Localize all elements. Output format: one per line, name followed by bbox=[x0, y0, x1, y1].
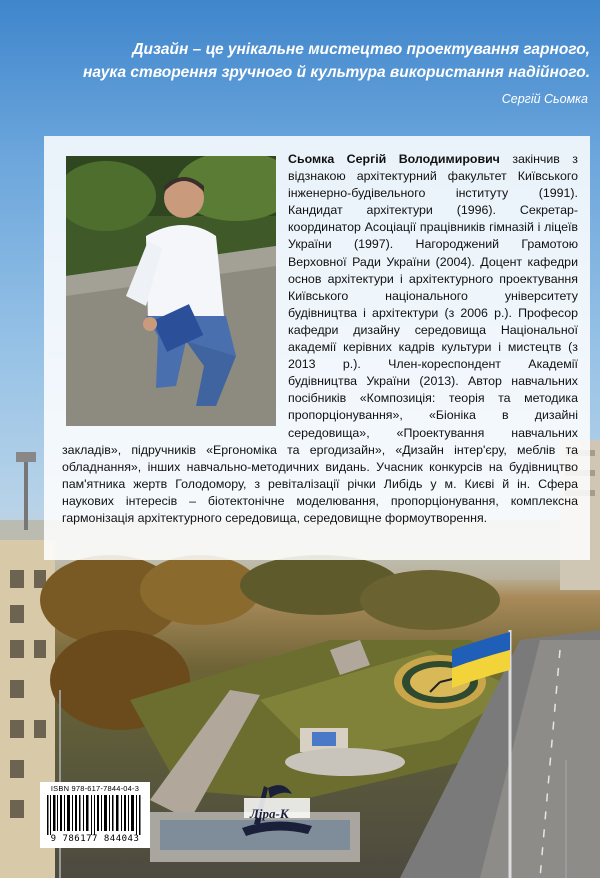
cover-quote bbox=[40, 38, 590, 84]
bio-text: закінчив з відзнакою архітектурний факультет Київського інженерно-будівельного інституту (1991). Кандидат архітектури (1996). Секретар-координатор Асоціації працівників гімназій і ліцеїв України (1997). Нагороджений Грамотою Верховної Ради України (2004). Доцент кафедри основ архітектури і архітектурного проектування Київського національного університету будівництва і архітектури (з 2006 р.). Професор кафедри дизайну середовища Національної академії керівних кадрів культури і мистецтв (з 2013 р.). Член-кореспондент Академії будівництва України (2013). Автор навчальних посібників «Композиція: теорія та методика пропорціонування», «Біоніка в дизайні середовища», «Проектування навчальних закладів», підручників «Ергономіка та ергодизайн», «Дизайн інтер'єру, меблів та обладнання», інших навчально-методичних видань. Учасник конкурсів на будівництво пам'ятника жертв Голодомору, з ревіталізації річки Либідь у м. Києві й ін. Сфера наукових інтересів – біотектонічне моделювання, пропорціонування, комплексна гармонізація архітектурного середовища, середовищне формоутворення. bbox=[62, 152, 578, 525]
isbn-label: ISBN 978-617-7844-04-3 bbox=[50, 784, 140, 793]
barcode-bars bbox=[45, 795, 145, 835]
author-bio bbox=[62, 151, 578, 527]
quote-line-2: наука створення зручного й культура використання надійного. bbox=[83, 64, 590, 81]
quote-author: Сергій Сьомка bbox=[501, 92, 588, 106]
isbn-barcode bbox=[40, 782, 150, 848]
quote-line-1: Дизайн – це унікальне мистецтво проектування гарного, bbox=[132, 41, 590, 58]
photo-spacer bbox=[62, 151, 288, 429]
barcode-digits: 9 786177 844043 bbox=[50, 834, 140, 844]
publisher-name: Ліра-К bbox=[250, 806, 289, 821]
author-name: Сьомка Сергій Володимирович bbox=[288, 152, 500, 166]
